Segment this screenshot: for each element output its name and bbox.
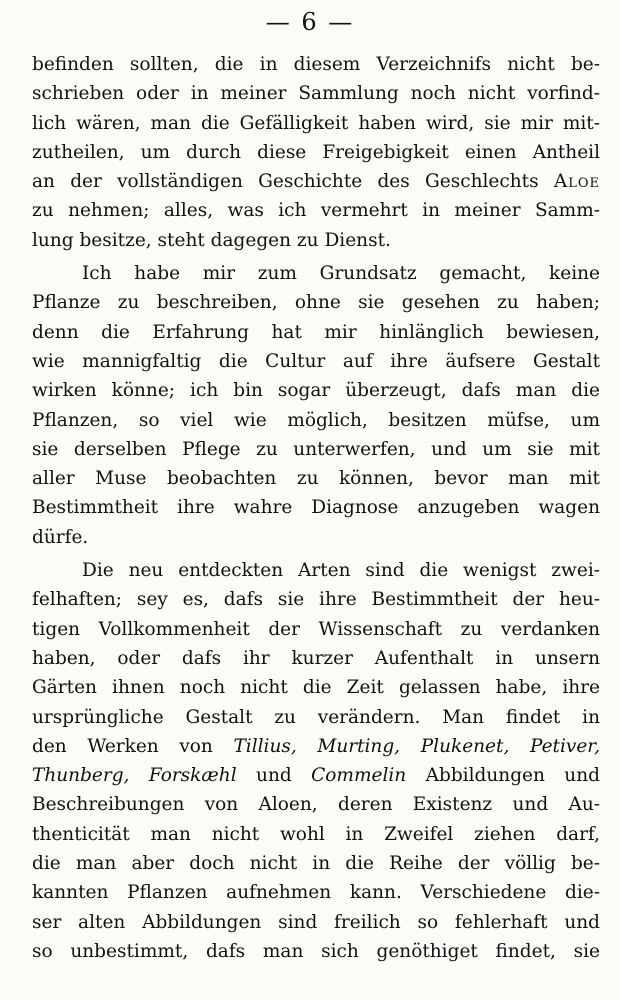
author-name: Plukenet,	[420, 735, 510, 757]
author-name: Tillius,	[233, 735, 297, 757]
author-name: Murting,	[317, 735, 401, 757]
text-line: sie derselben Pflege zu unterwerfen, und um sie mit	[32, 438, 600, 460]
author-name: Forskæhl	[148, 765, 237, 787]
text-line: Pflanze zu beschreiben, ohne sie gesehen zu haben;	[32, 292, 600, 314]
text-line: denn die Erfahrung hat mir hinlänglich bewiesen,	[32, 321, 600, 343]
paragraph-1	[32, 50, 600, 255]
text-line: thenticität man nicht wohl in Zweifel ziehen darf,	[32, 823, 600, 845]
body-text	[32, 50, 600, 966]
text-line: ursprüngliche Gestalt zu verändern. Man findet in	[32, 706, 600, 728]
text-line: wirken könne; ich bin sogar überzeugt, dafs man die	[32, 380, 600, 402]
text-line: wie mannigfaltig die Cultur auf ihre äufsere Gestalt	[32, 350, 600, 372]
text-segment: und	[256, 765, 292, 787]
text-line: Bestimmtheit ihre wahre Diagnose anzugeben wagen	[32, 497, 600, 519]
text-line: befinden sollten, die in diesem Verzeichnifs nicht be-	[32, 54, 600, 75]
author-name: Commelin	[311, 765, 407, 787]
text-line: lung besitze, steht dagegen zu Dienst.	[32, 229, 391, 251]
text-line: Ich habe mir zum Grundsatz gemacht, keine	[82, 263, 600, 285]
text-line: tigen Vollkommenheit der Wissenschaft zu verdanken	[32, 618, 600, 640]
page-number: — 6 —	[265, 8, 355, 36]
text-line: zutheilen, um durch diese Freigebigkeit einen Antheil	[32, 141, 600, 163]
text-line: felhaften; sey es, dafs sie ihre Bestimmtheit der heu-	[32, 589, 600, 611]
text-segment: an der vollständigen Geschichte des Geschlechts	[32, 171, 539, 193]
text-segment: Abbildungen und	[425, 765, 600, 787]
text-line: ser alten Abbildungen sind freilich so fehlerhaft und	[32, 911, 600, 933]
text-line: lich wären, man die Gefälligkeit haben wird, sie mir mit-	[32, 112, 600, 134]
author-name: Petiver,	[529, 735, 600, 757]
text-line	[32, 732, 600, 761]
paragraph-3	[32, 556, 600, 966]
text-line: aller Muse beobachten zu können, bevor man mit	[32, 468, 600, 490]
text-line: Die neu entdeckten Arten sind die wenigst zwei-	[82, 560, 600, 582]
text-line: dürfe.	[32, 526, 89, 548]
paragraph-2	[32, 259, 600, 552]
text-segment: den Werken von	[32, 735, 213, 757]
text-line: zu nehmen; alles, was ich vermehrt in meiner Samm-	[32, 200, 600, 222]
genus-name: Aloe	[553, 171, 600, 193]
text-line: die man aber doch nicht in die Reihe der völlig be-	[32, 853, 600, 875]
text-line	[32, 167, 600, 196]
text-line: schrieben oder in meiner Sammlung noch nicht vorfind-	[32, 83, 600, 105]
text-line: haben, oder dafs ihr kurzer Aufenthalt in unsern	[32, 647, 600, 669]
text-line: kannten Pflanzen aufnehmen kann. Verschiedene die-	[32, 882, 600, 904]
text-line	[32, 761, 600, 790]
text-line: Gärten ihnen noch nicht die Zeit gelassen habe, ihre	[32, 677, 600, 699]
author-name: Thunberg,	[32, 765, 130, 787]
text-line: so unbestimmt, dafs man sich genöthiget findet, sie	[32, 940, 600, 962]
text-line: Pflanzen, so viel wie möglich, besitzen müfse, um	[32, 409, 600, 431]
text-line: Beschreibungen von Aloen, deren Existenz und Au-	[32, 794, 600, 816]
